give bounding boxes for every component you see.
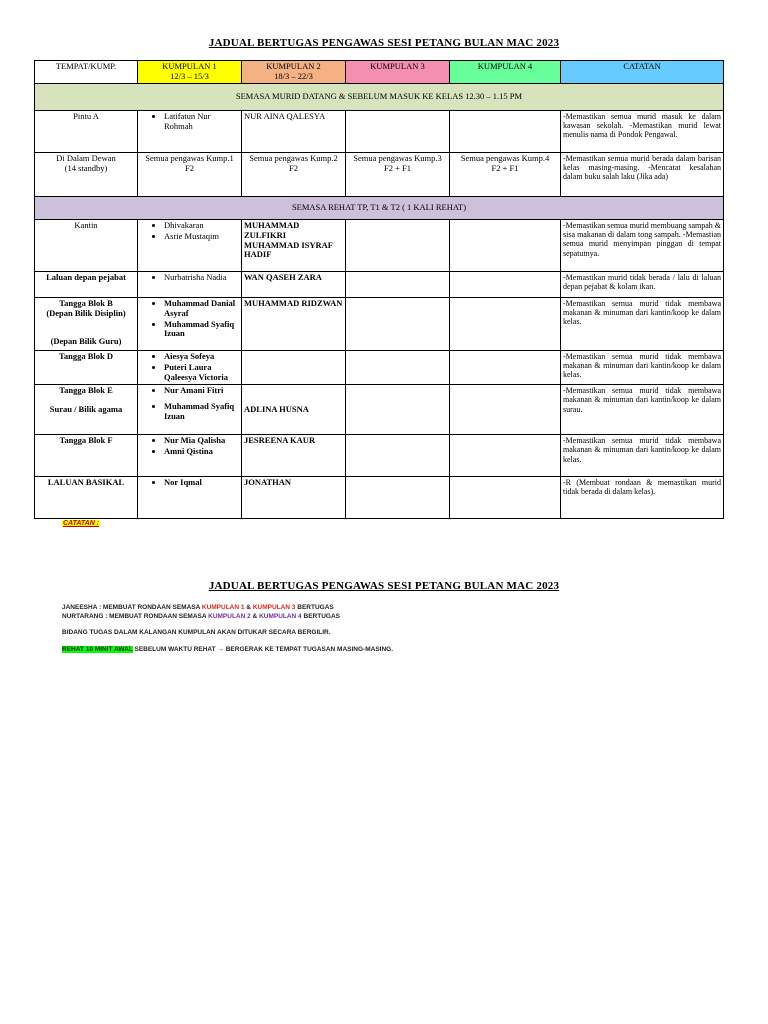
kumpulan-2-cell: WAN QASEH ZARA	[242, 272, 346, 298]
kumpulan-3-cell	[346, 111, 450, 153]
kumpulan-2-cell: JESREENA KAUR	[242, 435, 346, 477]
note-cell: -Memastikan semua murid tidak membawa makanan & minuman dari kantin/koop ke dalam kelas.	[561, 351, 724, 385]
kumpulan-3-cell	[346, 153, 450, 197]
table-row	[35, 153, 724, 197]
header-row	[35, 61, 724, 84]
name-item: • Nurbatrisha Nadia	[164, 273, 239, 283]
page-title-repeat: JADUAL BERTUGAS PENGAWAS SESI PETANG BULAN MAC 2023	[208, 580, 560, 592]
info-text: BERTUGAS	[295, 604, 334, 611]
note-cell: -Memastikan semua murid tidak membawa makanan & minuman dari kantin/koop ke dalam kelas.	[561, 435, 724, 477]
cell-line: F2 + F1	[491, 162, 519, 173]
info-line-janeesha	[62, 604, 334, 611]
cell-line: F2	[289, 162, 298, 173]
location-cell: Kantin	[35, 220, 138, 272]
kumpulan-2-cell: NUR AINA QALESYA	[242, 111, 346, 153]
section-band-arrival	[35, 84, 724, 111]
kumpulan-1-cell	[138, 220, 242, 272]
catatan-label: CATATAN :	[63, 520, 100, 527]
kumpulan-4-cell	[450, 153, 561, 197]
cell-line: F2 + F1	[384, 162, 411, 173]
kumpulan-3-cell	[346, 272, 450, 298]
header-kumpulan-4: KUMPULAN 4	[450, 61, 561, 84]
section-title-arrival: SEMASA MURID DATANG & SEBELUM MASUK KE KELAS 12.30 – 1.15 PM	[35, 84, 724, 111]
kumpulan-3-cell	[346, 220, 450, 272]
kumpulan-4-cell	[450, 111, 561, 153]
kumpulan-1-cell	[138, 435, 242, 477]
kumpulan-4-cell	[450, 220, 561, 272]
kumpulan-3-cell	[346, 298, 450, 351]
kumpulan-2-cell: JONATHAN	[242, 477, 346, 519]
table-row	[35, 351, 724, 385]
name-item: • Nur Mia Qalisha	[164, 436, 239, 446]
kumpulan-1-cell	[138, 153, 242, 197]
kumpulan-4-cell	[450, 385, 561, 435]
kumpulan-4-cell	[450, 298, 561, 351]
kumpulan-1-cell	[138, 351, 242, 385]
location-line: Surau / Bilik agama	[49, 404, 123, 415]
section-band-rehat	[35, 197, 724, 220]
note-cell: -Memastikan murid tidak berada / lalu di laluan depan pejabat & kolam ikan.	[561, 272, 724, 298]
info-kumpulan-2: KUMPULAN 2	[208, 613, 251, 620]
location-cell: LALUAN BASIKAL	[35, 477, 138, 519]
header-kumpulan-2-date: 18/3 – 22/3	[274, 70, 313, 81]
name-item: • Muhammad Syafiq Izuan	[164, 320, 239, 340]
header-tempat: TEMPAT/KUMP.	[35, 61, 138, 84]
location-cell: Pintu A	[35, 111, 138, 153]
kumpulan-2-cell: ADLINA HUSNA	[242, 385, 346, 435]
duty-roster-table	[34, 60, 724, 519]
cell-line: Semua pengawas Kump.4	[460, 153, 550, 163]
info-kumpulan-3: KUMPULAN 3	[252, 604, 296, 611]
table-row	[35, 477, 724, 519]
header-kumpulan-1-date: 12/3 – 15/3	[170, 70, 209, 81]
info-kumpulan-1: KUMPULAN 1	[201, 604, 245, 611]
header-kumpulan-2	[242, 61, 346, 84]
name-item: • Asrie Mustaqim	[164, 232, 239, 242]
location-cell	[35, 153, 138, 197]
kumpulan-4-cell	[450, 272, 561, 298]
note-cell: -Memastikan semua murid masuk ke dalam kawasan sekolah. -Memastikan murid lewat menulis nama di Pondok Pengawal.	[561, 111, 724, 153]
kumpulan-3-cell	[346, 477, 450, 519]
name-item: • Puteri Laura Qaleesya Victoria	[164, 363, 239, 383]
kumpulan-3-cell	[346, 385, 450, 435]
name-item: • Dhivakaran	[164, 221, 239, 231]
location-line: (Depan Bilik Guru)	[50, 335, 122, 346]
table-row	[35, 220, 724, 272]
note-cell: -Memastikan semua murid tidak membawa makanan & minuman dari kantin/koop ke dalam kelas.	[561, 298, 724, 351]
note-cell: -Memastikan semua murid tidak membawa makanan & minuman dari kantin/koop ke dalam surau.	[561, 385, 724, 435]
kumpulan-2-cell: MUHAMMAD ZULFIKRI MUHAMMAD ISYRAF HADIF	[242, 220, 346, 272]
kumpulan-3-cell	[346, 351, 450, 385]
location-cell: Tangga Blok D	[35, 351, 138, 385]
kumpulan-3-cell	[346, 435, 450, 477]
kumpulan-4-cell	[450, 477, 561, 519]
kumpulan-2-cell: MUHAMMAD RIDZWAN	[242, 298, 346, 351]
location-cell: Laluan depan pejabat	[35, 272, 138, 298]
cell-line: Semua pengawas Kump.2	[249, 153, 338, 163]
location-line: (Depan Bilik Disiplin)	[46, 307, 126, 318]
info-text: BERTUGAS	[301, 613, 340, 620]
location-line: Tangga Blok E	[59, 385, 113, 396]
table-row	[35, 298, 724, 351]
kumpulan-4-cell	[450, 435, 561, 477]
location-line: Tangga Blok B	[59, 298, 113, 308]
location-cell: Tangga Blok F	[35, 435, 138, 477]
kumpulan-1-cell	[138, 385, 242, 435]
table-row	[35, 272, 724, 298]
location-cell	[35, 298, 138, 351]
note-cell: -Memastikan semua murid membuang sampah & sisa makanan di dalam tong sampah. -Memastian semua murid menyimpan pinggan di tempat sepatutnya.	[561, 220, 724, 272]
location-line: Di Dalam Dewan	[56, 153, 116, 163]
info-kumpulan-4: KUMPULAN 4	[259, 613, 302, 620]
cell-line: Semua pengawas Kump.3	[353, 153, 442, 163]
cell-line: F2	[185, 162, 194, 173]
name-item: • Latifatun Nur Rohmah	[164, 112, 239, 132]
header-kumpulan-3: KUMPULAN 3	[346, 61, 450, 84]
page-title: JADUAL BERTUGAS PENGAWAS SESI PETANG BULAN MAC 2023	[208, 37, 560, 49]
info-line-bidang: BIDANG TUGAS DALAM KALANGAN KUMPULAN AKAN DITUKAR SECARA BERGILIR.	[62, 629, 331, 636]
info-text: JANEESHA : MEMBUAT RONDAAN SEMASA	[62, 604, 202, 611]
header-kumpulan-2-name: KUMPULAN 2	[266, 61, 321, 71]
kumpulan-2-cell	[242, 153, 346, 197]
info-text: &	[244, 604, 253, 611]
location-line: (14 standby)	[64, 162, 108, 173]
name-item: • Aiesya Sofeya	[164, 352, 239, 362]
name-item: • Muhammad Syafiq Izuan	[164, 402, 239, 422]
kumpulan-1-cell	[138, 477, 242, 519]
info-line-rehat	[62, 646, 393, 653]
note-cell: -R (Membuat rondaan & memastikan murid tidak berada di dalam kelas).	[561, 477, 724, 519]
header-catatan: CATATAN	[561, 61, 724, 84]
kumpulan-1-cell	[138, 272, 242, 298]
note-cell: -Memastikan semua murid berada dalam barisan kelas masing-masing. -Mencatat kesalahan dalam buku salah laku (Jika ada)	[561, 153, 724, 197]
kumpulan-1-cell	[138, 298, 242, 351]
info-text: NURTARANG : MEMBUAT RONDAAN SEMASA	[62, 613, 209, 620]
cell-line: Semua pengawas Kump.1	[145, 153, 234, 163]
name-item: • Nur Amani Fitri	[164, 386, 239, 396]
name-item: • Muhammad Danial Asyraf	[164, 299, 239, 319]
name-item: • Nor Iqmal	[164, 478, 239, 488]
kumpulan-4-cell	[450, 351, 561, 385]
info-line-nurtarang	[62, 613, 340, 620]
kumpulan-1-cell	[138, 111, 242, 153]
section-title-rehat: SEMASA REHAT TP, T1 & T2 ( 1 KALI REHAT)	[35, 197, 724, 220]
rehat-highlight: REHAT 10 MINIT AWAL	[62, 646, 133, 653]
header-kumpulan-1-name: KUMPULAN 1	[162, 61, 217, 71]
name-item: • Amni Qistina	[164, 447, 239, 457]
table-row	[35, 111, 724, 153]
info-text: SEBELUM WAKTU REHAT → BERGERAK KE TEMPAT TUGASAN MASING-MASING.	[132, 646, 394, 653]
table-row	[35, 385, 724, 435]
location-cell	[35, 385, 138, 435]
table-row	[35, 435, 724, 477]
kumpulan-2-cell	[242, 351, 346, 385]
info-text: &	[250, 613, 260, 620]
header-kumpulan-1	[138, 61, 242, 84]
